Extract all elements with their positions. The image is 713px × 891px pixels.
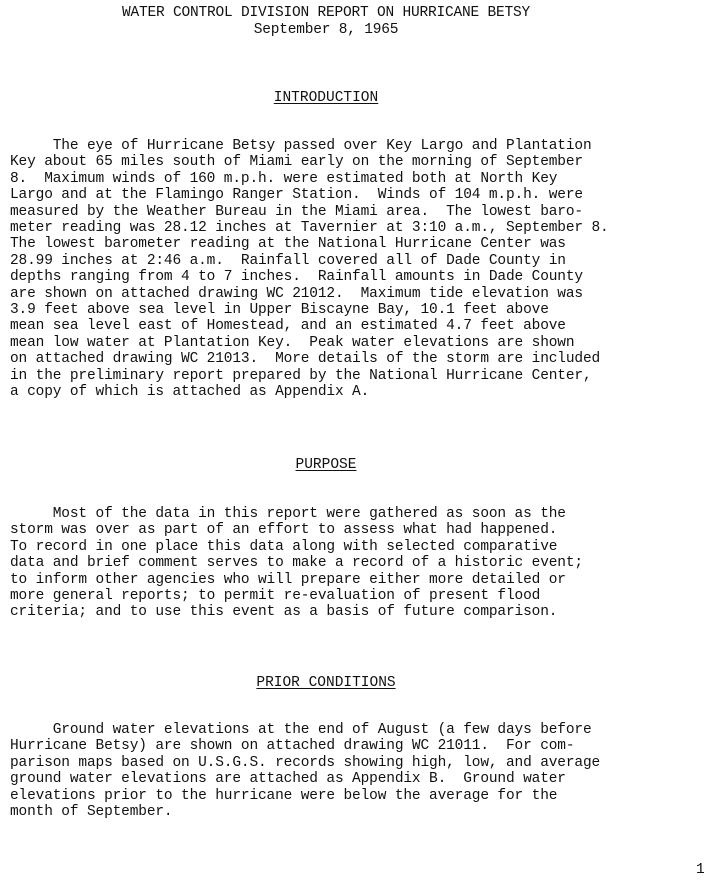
paragraph-line: a copy of which is attached as Appendix A. [10,384,370,401]
paragraph-line: mean low water at Plantation Key. Peak water elevations are shown [10,334,575,351]
paragraph-line: in the preliminary report prepared by the National Hurricane Center, [10,367,592,384]
prior-conditions-heading: PRIOR CONDITIONS [256,675,396,691]
paragraph-line: Ground water elevations at the end of August (a few days before [10,722,592,738]
page-number: 1 [696,862,705,878]
paragraph-line: The lowest barometer reading at the National Hurricane Center was [10,236,566,253]
paragraph-line: meter reading was 28.12 inches at Tavernier at 3:10 a.m., September 8. [10,220,609,237]
paragraph-line: 3.9 feet above sea level in Upper Biscayne Bay, 10.1 feet above [10,302,549,319]
purpose-paragraph [10,506,710,621]
paragraph-line: storm was over as part of an effort to assess what had happened. [10,522,558,539]
paragraph-line: criteria; and to use this event as a basis of future comparison. [10,604,558,621]
paragraph-line: The eye of Hurricane Betsy passed over Key Largo and Plantation [10,138,592,154]
paragraph-line: 28.99 inches at 2:46 a.m. Rainfall covered all of Dade County in [10,252,566,269]
paragraph-line: to inform other agencies who will prepare either more detailed or [10,571,566,588]
prior-conditions-paragraph [10,722,710,820]
paragraph-line: depths ranging from 4 to 7 inches. Rainfall amounts in Dade County [10,269,583,286]
paragraph-line: To record in one place this data along with selected comparative [10,538,558,555]
paragraph-line: parison maps based on U.S.G.S. records showing high, low, and average [10,754,601,771]
paragraph-line: Most of the data in this report were gathered as soon as the [10,506,566,522]
paragraph-line: elevations prior to the hurricane were below the average for the [10,787,558,804]
introduction-heading: INTRODUCTION [273,90,379,106]
paragraph-line: ground water elevations are attached as Appendix B. Ground water [10,771,566,788]
paragraph-line: Largo and at the Flamingo Ranger Station. Winds of 104 m.p.h. were [10,187,583,204]
paragraph-line: measured by the Weather Bureau in the Miami area. The lowest baro- [10,203,583,220]
purpose-heading: PURPOSE [295,457,357,473]
paragraph-line: more general reports; to permit re-evaluation of present flood [10,588,541,605]
paragraph-line: Hurricane Betsy) are shown on attached drawing WC 21011. For com- [10,738,575,755]
paragraph-line: are shown on attached drawing WC 21012. Maximum tide elevation was [10,285,583,302]
paragraph-line: 8. Maximum winds of 160 m.p.h. were estimated both at North Key [10,170,558,187]
report-title: WATER CONTROL DIVISION REPORT ON HURRICANE BETSY [121,5,531,21]
paragraph-line: data and brief comment serves to make a record of a historic event; [10,555,583,572]
paragraph-line: Key about 65 miles south of Miami early on the morning of September [10,154,583,171]
paragraph-line: on attached drawing WC 21013. More details of the storm are included [10,351,601,368]
paragraph-line: month of September. [10,804,173,821]
report-date: September 8, 1965 [253,22,399,38]
paragraph-line: mean sea level east of Homestead, and an estimated 4.7 feet above [10,318,566,335]
introduction-paragraph [10,138,710,401]
